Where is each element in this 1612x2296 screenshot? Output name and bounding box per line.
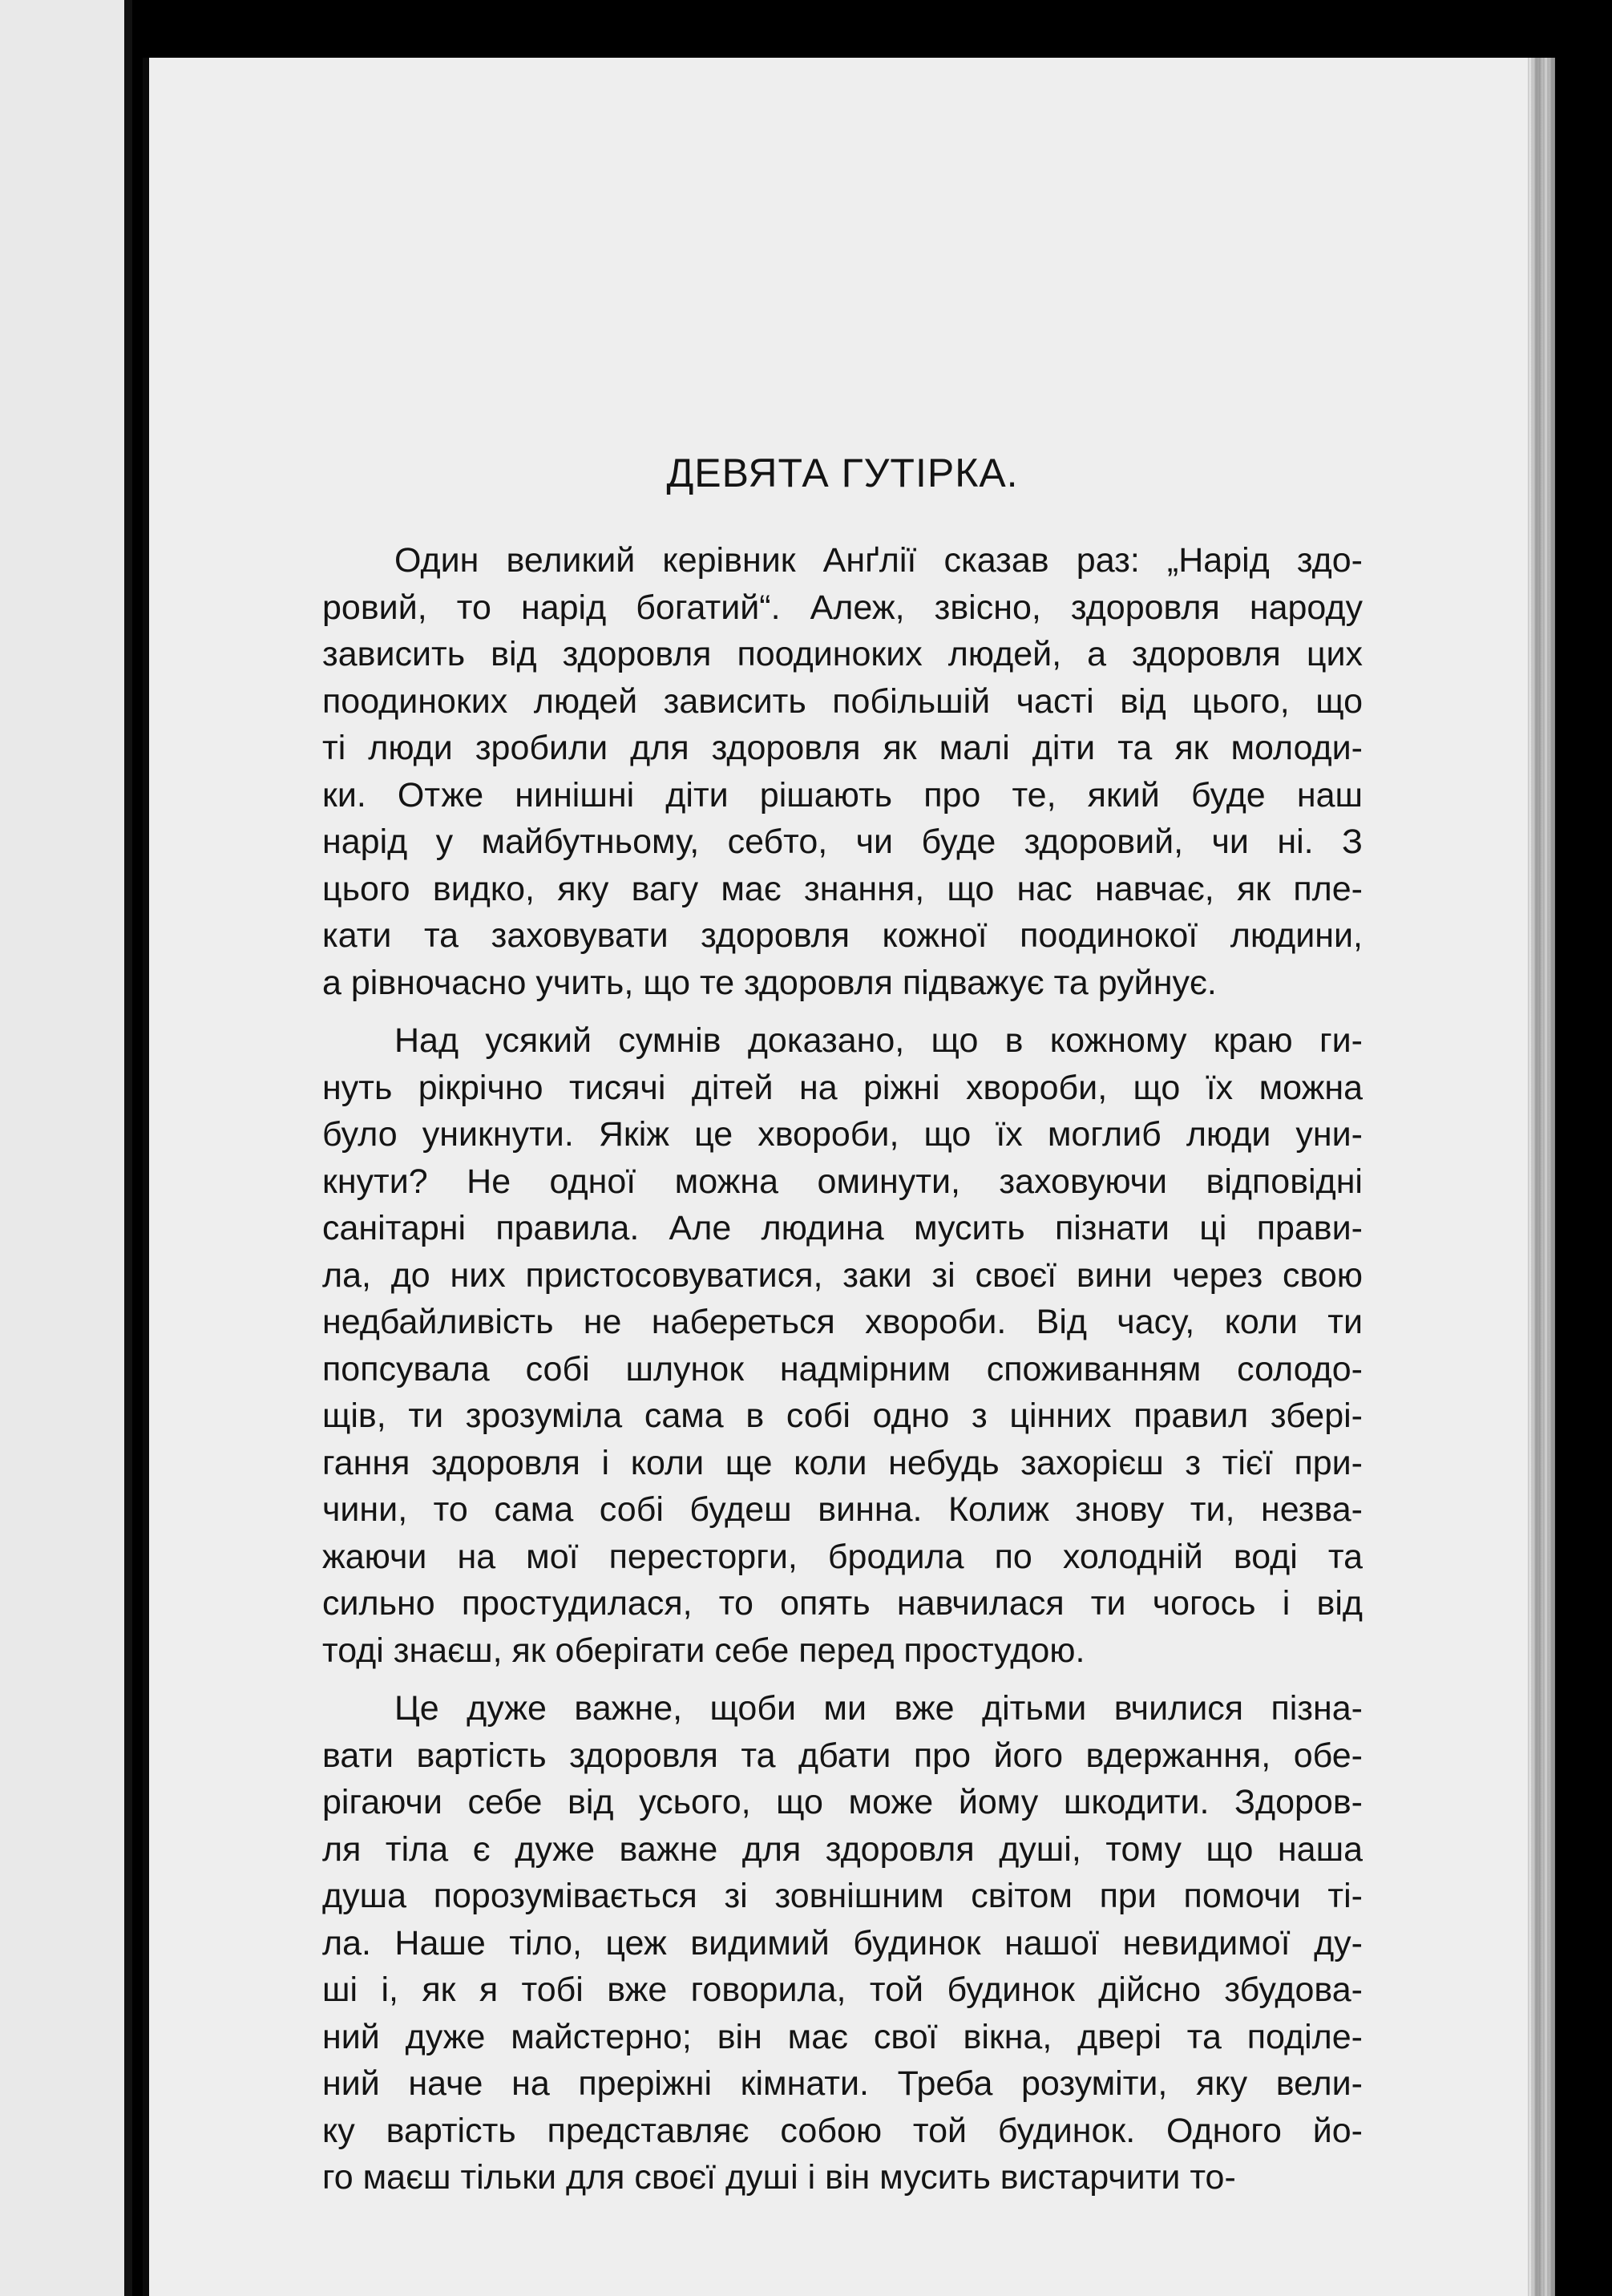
text-line: ші і, як я тобі вже говорила, той будинок дійсно збудова- (322, 1971, 1363, 2009)
text-line: поодиноких людей зависить побільшій часті від цього, що (322, 681, 1363, 721)
text-line: зависить від здоровля поодиноких людей, а здоровля цих (322, 635, 1363, 673)
text-line: Це дуже важне, щоби ми вже дітьми вчилися пізна- (394, 1689, 1363, 1728)
text-line: нуть рікрічно тисячі дітей на ріжні хвороби, що їх можна (322, 1068, 1363, 1107)
text-line: ки. Отже нинішні діти рішають про те, який буде наш (322, 775, 1363, 815)
text-line: санітарні правила. Але людина мусить пізнати ці прави- (322, 1209, 1363, 1247)
text-line: чини, то сама собі будеш винна. Колиж знову ти, незва- (322, 1490, 1363, 1529)
chapter-title: ДЕВЯТА ГУТІРКА. (666, 451, 1019, 495)
text-line: го маєш тільки для своєї душі і він мусить вистарчити то- (322, 2158, 1236, 2197)
text-line: ті люди зробили для здоровля як малі діти та як молоди- (322, 729, 1363, 767)
text-line: Один великий керівник Анґлії сказав раз: „Нарід здо- (394, 541, 1363, 580)
text-line: щів, ти зрозуміла сама в собі одно з цінних правил збері- (322, 1397, 1363, 1435)
text-line: кати та заховувати здоровля кожної поодинокої людини, (322, 916, 1363, 955)
text-line: жаючи на мої пересторги, бродила по холодній воді та (322, 1537, 1363, 1576)
text-line: душа порозумівається зі зовнішним світом при помочи ті- (322, 1877, 1363, 1915)
text-line: ровий, то нарід богатий“. Алеж, звісно, здоровля народу (322, 588, 1363, 627)
text-line: сильно простудилася, то опять навчилася ти чогось і від (322, 1584, 1363, 1623)
text-line: цього видко, яку вагу має знання, що нас навчає, як пле- (322, 869, 1363, 908)
text-line: недбайливість не набереться хвороби. Від часу, коли ти (322, 1303, 1363, 1341)
text-line: рігаючи себе від усього, що може йому шкодити. Здоров- (322, 1783, 1363, 1821)
text-line: гання здоровля і коли ще коли небудь захорієш з тієї при- (322, 1443, 1363, 1482)
paragraph (322, 1017, 1363, 1674)
text-line: нарід у майбутньому, себто, чи буде здоровий, чи ні. З (322, 823, 1363, 861)
left-page-spine (0, 0, 132, 2296)
text-line: вати вартість здоровля та дбати про його вдержання, обе- (322, 1736, 1363, 1775)
text-line: ля тіла є дуже важне для здоровля душі, тому що наша (322, 1829, 1363, 1869)
paragraphs (322, 537, 1363, 2201)
text-line: тоді знаєш, як оберігати себе перед простудою. (322, 1631, 1085, 1670)
paragraph (322, 537, 1363, 1006)
text-line: ний наче на преріжні кімнати. Треба розуміти, яку вели- (322, 2064, 1363, 2103)
text-line: ла, до них пристосовуватися, заки зі своєї вини через свою (322, 1255, 1363, 1295)
text-line: було уникнути. Якіж це хвороби, що їх моглиб люди уни- (322, 1115, 1363, 1154)
text-line: Над усякий сумнів доказано, що в кожному краю ги- (394, 1021, 1363, 1060)
paragraph (322, 1685, 1363, 2201)
text-line: попсувала собі шлунок надмірним споживанням солодо- (322, 1349, 1363, 1389)
text-line: ний дуже майстерно; він має свої вікна, двері та поділе- (322, 2017, 1363, 2056)
text-line: кнути? Не одної можна оминути, заховуючи відповідні (322, 1162, 1363, 1201)
text-line: ку вартість представляє собою той будинок. Одного йо- (322, 2111, 1363, 2150)
text-line: а рівночасно учить, що те здоровля підважує та руйнує. (322, 963, 1217, 1002)
text-line: ла. Наше тіло, цеж видимий будинок нашої невидимої ду- (322, 1923, 1363, 1963)
page-text (322, 449, 1363, 2201)
